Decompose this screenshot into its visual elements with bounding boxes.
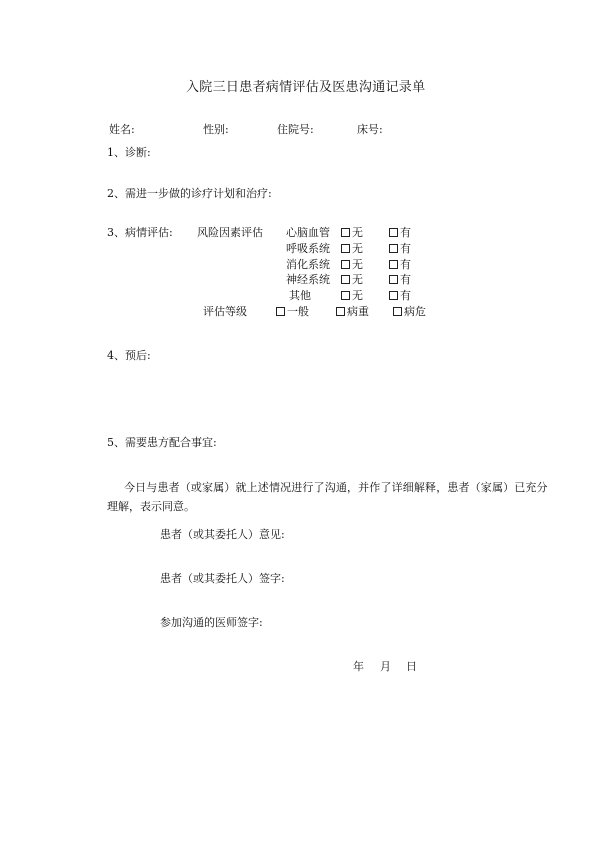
- checkbox-icon: [389, 228, 398, 237]
- cooperation-section-label: 5、需要患方配合事宜:: [107, 436, 217, 449]
- checkbox-icon: [341, 291, 350, 300]
- date-year-label: 年: [353, 660, 364, 673]
- checkbox-icon: [341, 244, 350, 253]
- diagnosis-section-label: 1、诊断:: [107, 146, 151, 159]
- risk-yes-checkbox[interactable]: 有: [389, 271, 411, 287]
- checkbox-icon: [389, 291, 398, 300]
- consent-statement-line: 理解，表示同意。: [107, 500, 195, 513]
- risk-row: [0, 256, 600, 270]
- risk-system-label: 呼吸系统: [286, 242, 330, 255]
- checkbox-icon: [389, 275, 398, 284]
- patient-opinion-label: 患者（或其委托人）意见:: [160, 528, 285, 541]
- risk-row: [0, 287, 600, 301]
- risk-no-checkbox[interactable]: 无: [341, 287, 363, 303]
- risk-system-label: 消化系统: [286, 258, 330, 271]
- patient-signature-label: 患者（或其委托人）签字:: [160, 572, 285, 585]
- name-field-label: 姓名:: [109, 123, 135, 136]
- checkbox-icon: [389, 260, 398, 269]
- risk-system-label: 其他: [289, 289, 311, 302]
- checkbox-icon: [341, 260, 350, 269]
- risk-system-label: 心脑血管: [286, 226, 330, 239]
- assessment-section-label: 3、病情评估:: [107, 226, 173, 239]
- risk-yes-checkbox[interactable]: 有: [389, 287, 411, 303]
- grade-critical-checkbox[interactable]: 病危: [393, 303, 426, 319]
- risk-row: [0, 240, 600, 254]
- grade-serious-checkbox[interactable]: 病重: [336, 303, 369, 319]
- checkbox-icon: [276, 307, 285, 316]
- date-day-label: 日: [406, 660, 417, 673]
- risk-yes-checkbox[interactable]: 有: [389, 240, 411, 256]
- risk-no-checkbox[interactable]: 无: [341, 256, 363, 272]
- risk-system-label: 神经系统: [286, 273, 330, 286]
- assessment-grade-label: 评估等级: [203, 305, 247, 318]
- date-month-label: 月: [380, 660, 391, 673]
- page-title: 入院三日患者病情评估及医患沟通记录单: [186, 80, 426, 95]
- risk-no-checkbox[interactable]: 无: [341, 224, 363, 240]
- checkbox-icon: [341, 275, 350, 284]
- risk-no-checkbox[interactable]: 无: [341, 240, 363, 256]
- gender-field-label: 性别:: [203, 123, 229, 136]
- consent-statement-line: 今日与患者（或家属）就上述情况进行了沟通，并作了详细解释，患者（家属）已充分: [124, 481, 548, 494]
- risk-row: [0, 271, 600, 285]
- risk-yes-checkbox[interactable]: 有: [389, 256, 411, 272]
- doctor-signature-label: 参加沟通的医师签字:: [160, 616, 263, 629]
- risk-no-checkbox[interactable]: 无: [341, 271, 363, 287]
- risk-yes-checkbox[interactable]: 有: [389, 224, 411, 240]
- risk-factor-label: 风险因素评估: [197, 226, 263, 239]
- bed-number-field-label: 床号:: [357, 123, 383, 136]
- checkbox-icon: [341, 228, 350, 237]
- checkbox-icon: [393, 307, 402, 316]
- checkbox-icon: [389, 244, 398, 253]
- prognosis-section-label: 4、预后:: [107, 349, 151, 362]
- risk-row: [0, 224, 600, 238]
- grade-general-checkbox[interactable]: 一般: [276, 303, 309, 319]
- admission-number-field-label: 住院号:: [277, 123, 314, 136]
- checkbox-icon: [336, 307, 345, 316]
- plan-section-label: 2、需进一步做的诊疗计划和治疗:: [107, 187, 272, 200]
